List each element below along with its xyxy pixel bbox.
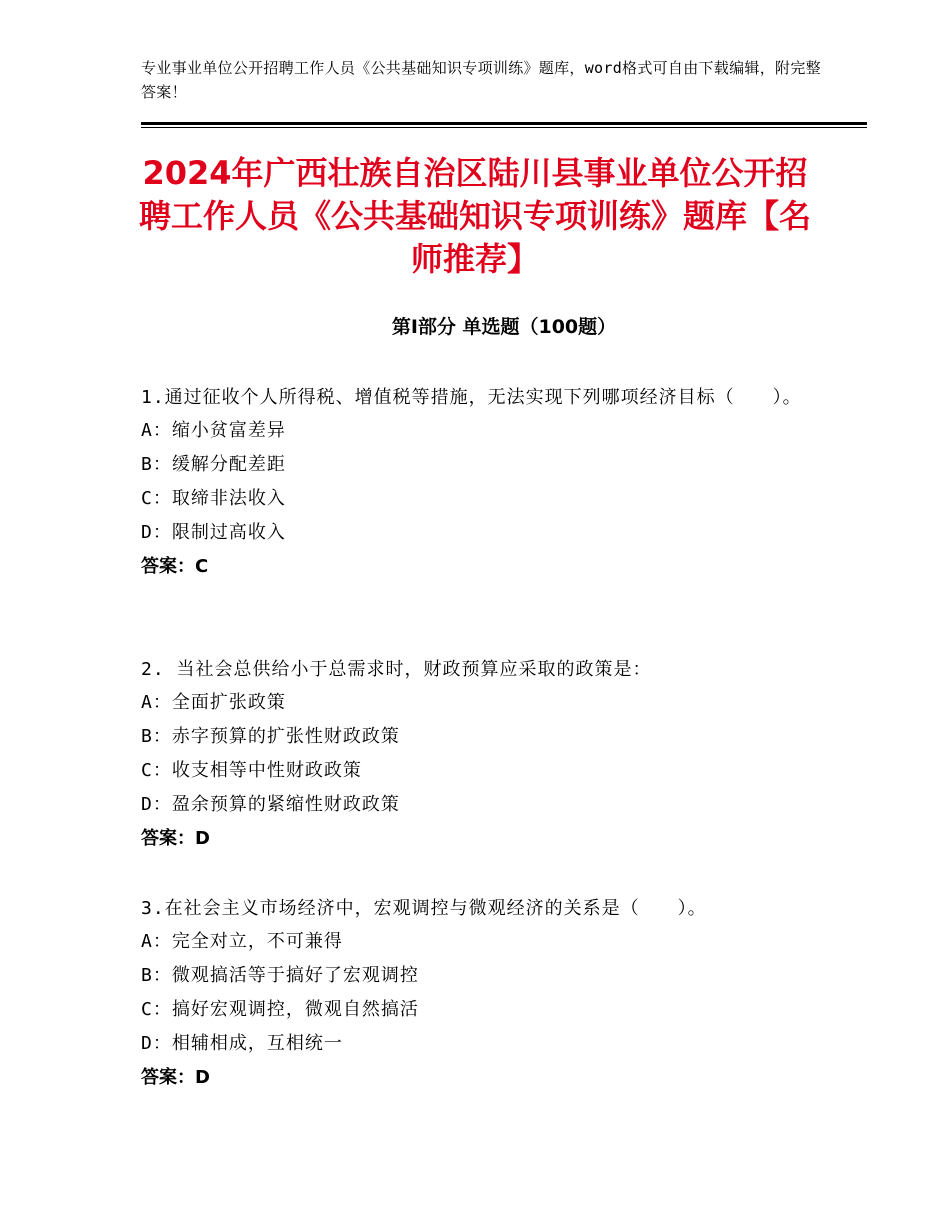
option-d: D：相辅相成，互相统一 — [141, 1033, 343, 1054]
option-a: A：完全对立，不可兼得 — [141, 931, 343, 952]
option-b: B：微观搞活等于搞好了宏观调控 — [141, 965, 419, 986]
question-stem: 1.通过征收个人所得税、增值税等措施，无法实现下列哪项经济目标（ ）。 — [141, 387, 802, 408]
answer: 答案：D — [141, 828, 210, 849]
option-a: A：全面扩张政策 — [141, 692, 286, 713]
option-b: B：缓解分配差距 — [141, 454, 286, 475]
option-d: D：盈余预算的紧缩性财政政策 — [141, 794, 400, 815]
header-divider-thin — [141, 127, 867, 128]
header-divider-thick — [141, 122, 867, 125]
section-heading: 第Ⅰ部分 单选题（100题） — [391, 316, 617, 338]
document-title: 2024年广西壮族自治区陆川县事业单位公开招聘工作人员《公共基础知识专项训练》题库【名师推荐】 — [138, 154, 811, 278]
option-a: A：缩小贫富差异 — [141, 420, 286, 441]
question-stem: 3.在社会主义市场经济中，宏观调控与微观经济的关系是（ ）。 — [141, 898, 707, 919]
question-3 — [141, 892, 821, 1095]
option-b: B：赤字预算的扩张性财政政策 — [141, 726, 400, 747]
header-note: 专业事业单位公开招聘工作人员《公共基础知识专项训练》题库，word格式可自由下载编辑，附完整答案！ — [141, 59, 821, 101]
question-1 — [141, 381, 821, 584]
option-c: C：收支相等中性财政政策 — [141, 760, 362, 781]
question-2 — [141, 653, 821, 856]
answer: 答案：C — [141, 556, 209, 577]
option-c: C：取缔非法收入 — [141, 488, 286, 509]
answer: 答案：D — [141, 1067, 210, 1088]
option-c: C：搞好宏观调控，微观自然搞活 — [141, 999, 419, 1020]
option-d: D：限制过高收入 — [141, 522, 286, 543]
question-stem: 2. 当社会总供给小于总需求时，财政预算应采取的政策是： — [141, 659, 652, 680]
